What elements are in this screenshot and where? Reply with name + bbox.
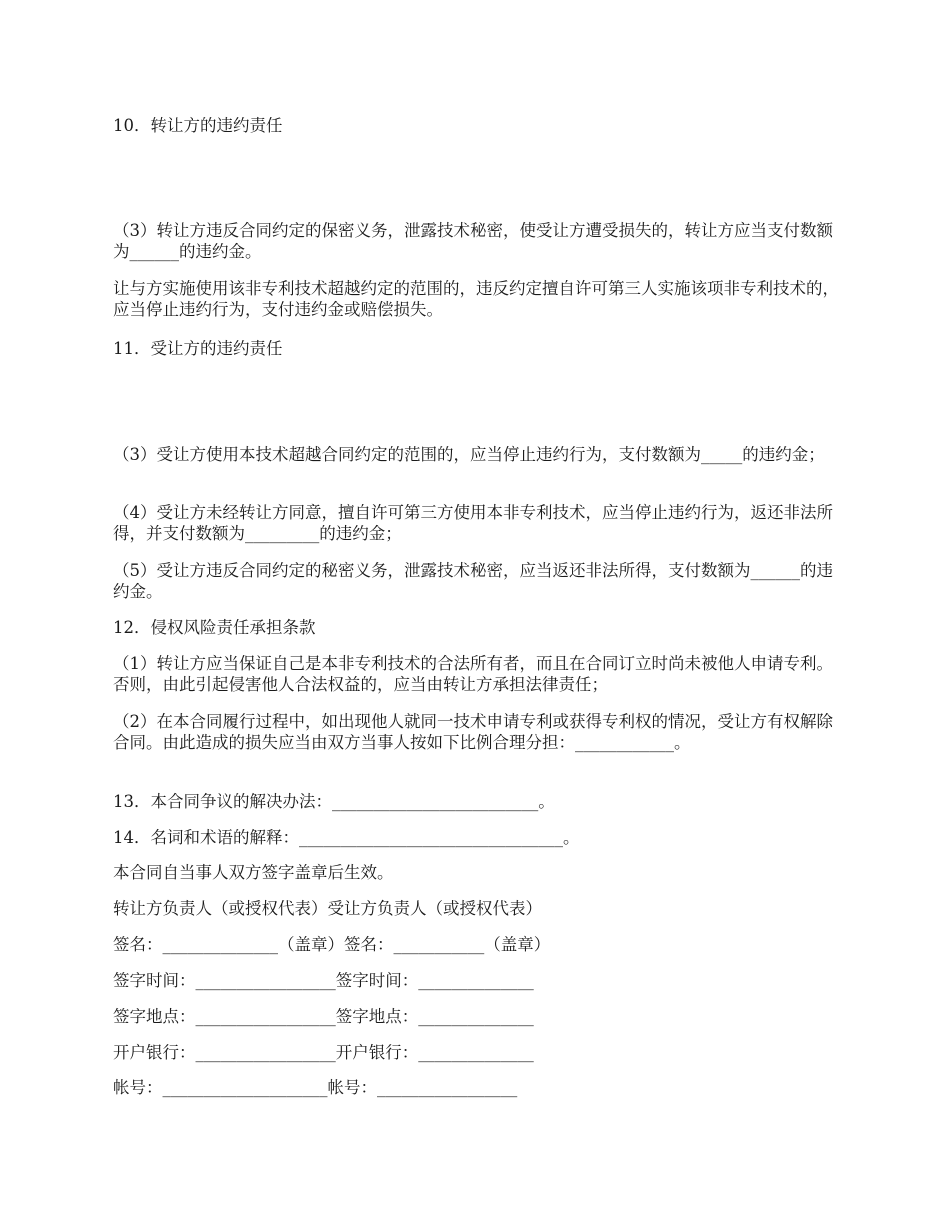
signature-parties-line: 转让方负责人（或授权代表）受让方负责人（或授权代表） (113, 899, 542, 918)
section-12-clause-2: （2）在本合同履行过程中，如出现他人就同一技术申请专利或获得专利权的情况，受让方有权解除合同。由此造成的损失应当由双方当事人按如下比例合理分担：____________。 (113, 712, 833, 752)
signature-time-line: 签字时间：_________________签字时间：______________ (113, 971, 534, 990)
section-12-clause-1: （1）转让方应当保证自己是本非专利技术的合法所有者，而且在合同订立时尚未被他人申请专利。否则，由此引起侵害他人合法权益的，应当由转让方承担法律责任； (113, 654, 833, 694)
signature-account-line: 帐号：____________________帐号：_________________ (113, 1078, 518, 1097)
signature-place-line: 签字地点：_________________签字地点：______________ (113, 1007, 534, 1026)
section-10-clause-3: （3）转让方违反合同约定的保密义务，泄露技术秘密，使受让方遭受损失的，转让方应当支付数额为______的违约金。 (113, 221, 833, 261)
section-10-additional-clause: 让与方实施使用该非专利技术超越约定的范围的，违反约定擅自许可第三人实施该项非专利技术的，应当停止违约行为，支付违约金或赔偿损失。 (113, 279, 839, 319)
section-10-heading: 10．转让方的违约责任 (113, 116, 283, 135)
section-13-dispute-resolution: 13．本合同争议的解决办法：_________________________。 (113, 792, 555, 811)
section-11-heading: 11．受让方的违约责任 (113, 339, 283, 358)
effective-clause: 本合同自当事人双方签字盖章后生效。 (113, 863, 394, 882)
section-14-terms-definition: 14．名词和术语的解释：________________________________。 (113, 828, 580, 847)
signature-bank-line: 开户银行：_________________开户银行：______________ (113, 1043, 534, 1062)
section-11-clause-4: （4）受让方未经转让方同意，擅自许可第三方使用本非专利技术，应当停止违约行为，返还非法所得，并支付数额为_________的违约金； (113, 503, 833, 543)
section-11-clause-5: （5）受让方违反合同约定的秘密义务，泄露技术秘密，应当返还非法所得，支付数额为______的违约金。 (113, 561, 833, 601)
section-12-heading: 12．侵权风险责任承担条款 (113, 618, 316, 637)
signature-name-line: 签名：______________（盖章）签名：___________（盖章） (113, 935, 551, 954)
section-11-clause-3: （3）受让方使用本技术超越合同约定的范围的，应当停止违约行为，支付数额为_____的违约金； (113, 445, 825, 464)
